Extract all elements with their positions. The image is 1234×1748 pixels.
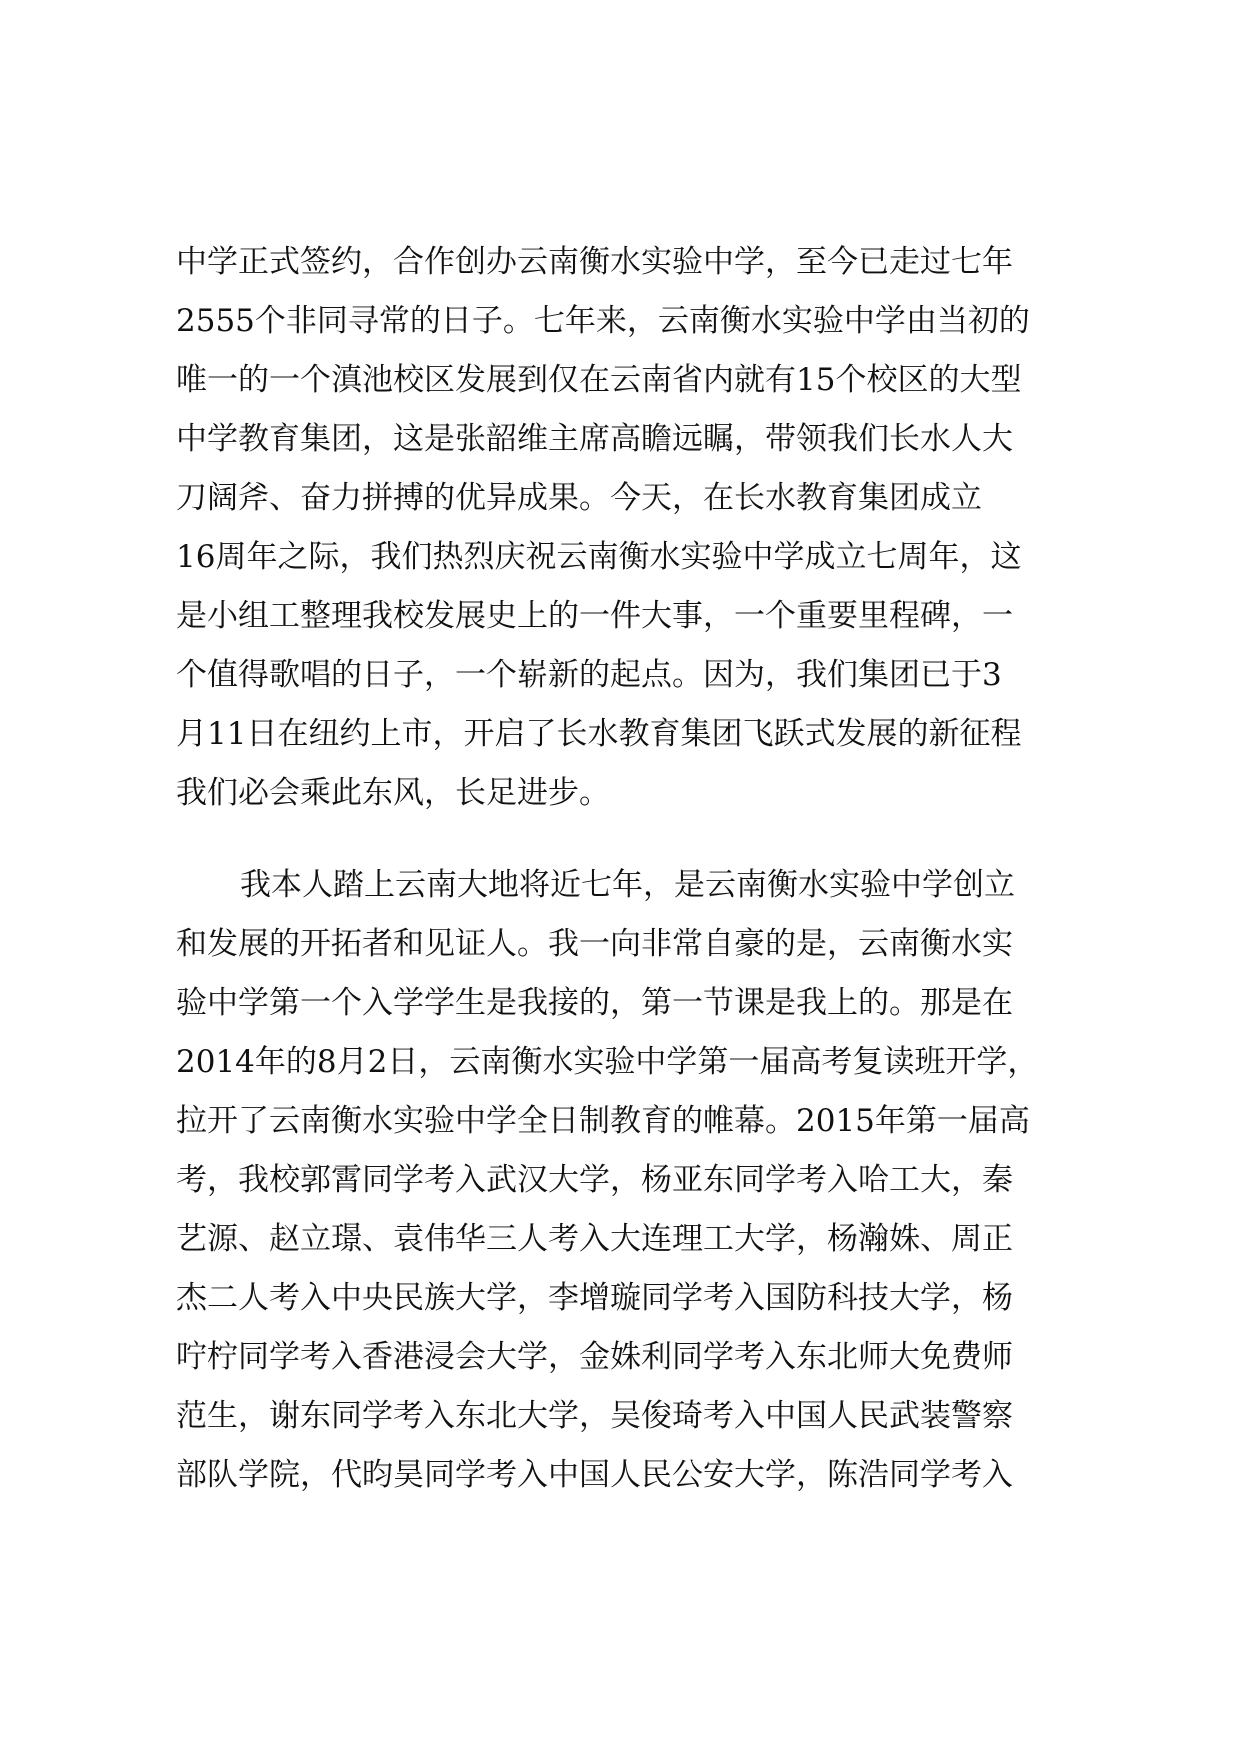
paragraph-line: 部队学院，代昀昊同学考入中国人民公安大学，陈浩同学考入 [176, 1457, 1013, 1493]
paragraph-line: 我们必会乘此东风，长足进步。 [176, 775, 610, 811]
paragraph-line: 咛柠同学考入香港浸会大学，金姝利同学考入东北师大免费师 [176, 1339, 1013, 1375]
paragraph-line: 范生，谢东同学考入东北大学，吴俊琦考入中国人民武装警察 [176, 1398, 1013, 1434]
paragraph-line: 2555个非同寻常的日子。七年来，云南衡水实验中学由当初的 [176, 303, 1030, 339]
paragraph-line: 和发展的开拓者和见证人。我一向非常自豪的是，云南衡水实 [176, 926, 1013, 962]
paragraph-1 [176, 233, 1086, 823]
paragraph-line: 月11日在纽约上市，开启了长水教育集团飞跃式发展的新征程 [176, 716, 1022, 752]
paragraph-line: 2014年的8月2日，云南衡水实验中学第一届高考复读班开学， [176, 1044, 1039, 1080]
paragraph-line: 考，我校郭霄同学考入武汉大学，杨亚东同学考入哈工大，秦 [176, 1162, 1013, 1198]
paragraph-line: 刀阔斧、奋力拼搏的优异成果。今天，在长水教育集团成立 [176, 480, 982, 516]
paragraph-first-line: 我本人踏上云南大地将近七年，是云南衡水实验中学创立 [240, 867, 1015, 903]
paragraph-line: 中学正式签约，合作创办云南衡水实验中学，至今已走过七年 [176, 244, 1013, 280]
paragraph-line: 个值得歌唱的日子，一个崭新的起点。因为，我们集团已于3 [176, 657, 1002, 693]
paragraph-line: 中学教育集团，这是张韶维主席高瞻远瞩，带领我们长水人大 [176, 421, 1013, 457]
paragraph-line: 杰二人考入中央民族大学，李增璇同学考入国防科技大学，杨 [176, 1280, 1013, 1316]
paragraph-line: 验中学第一个入学学生是我接的，第一节课是我上的。那是在 [176, 985, 1013, 1021]
paragraph-line: 是小组工整理我校发展史上的一件大事，一个重要里程碑，一 [176, 598, 1013, 634]
paragraph-2 [176, 856, 1086, 1505]
paragraph-line: 16周年之际，我们热烈庆祝云南衡水实验中学成立七周年，这 [176, 539, 1022, 575]
paragraph-line: 艺源、赵立璟、袁伟华三人考入大连理工大学，杨瀚姝、周正 [176, 1221, 1013, 1257]
paragraph-line: 唯一的一个滇池校区发展到仅在云南省内就有15个校区的大型 [176, 362, 1022, 398]
paragraph-line: 拉开了云南衡水实验中学全日制教育的帷幕。2015年第一届高 [176, 1103, 1030, 1139]
